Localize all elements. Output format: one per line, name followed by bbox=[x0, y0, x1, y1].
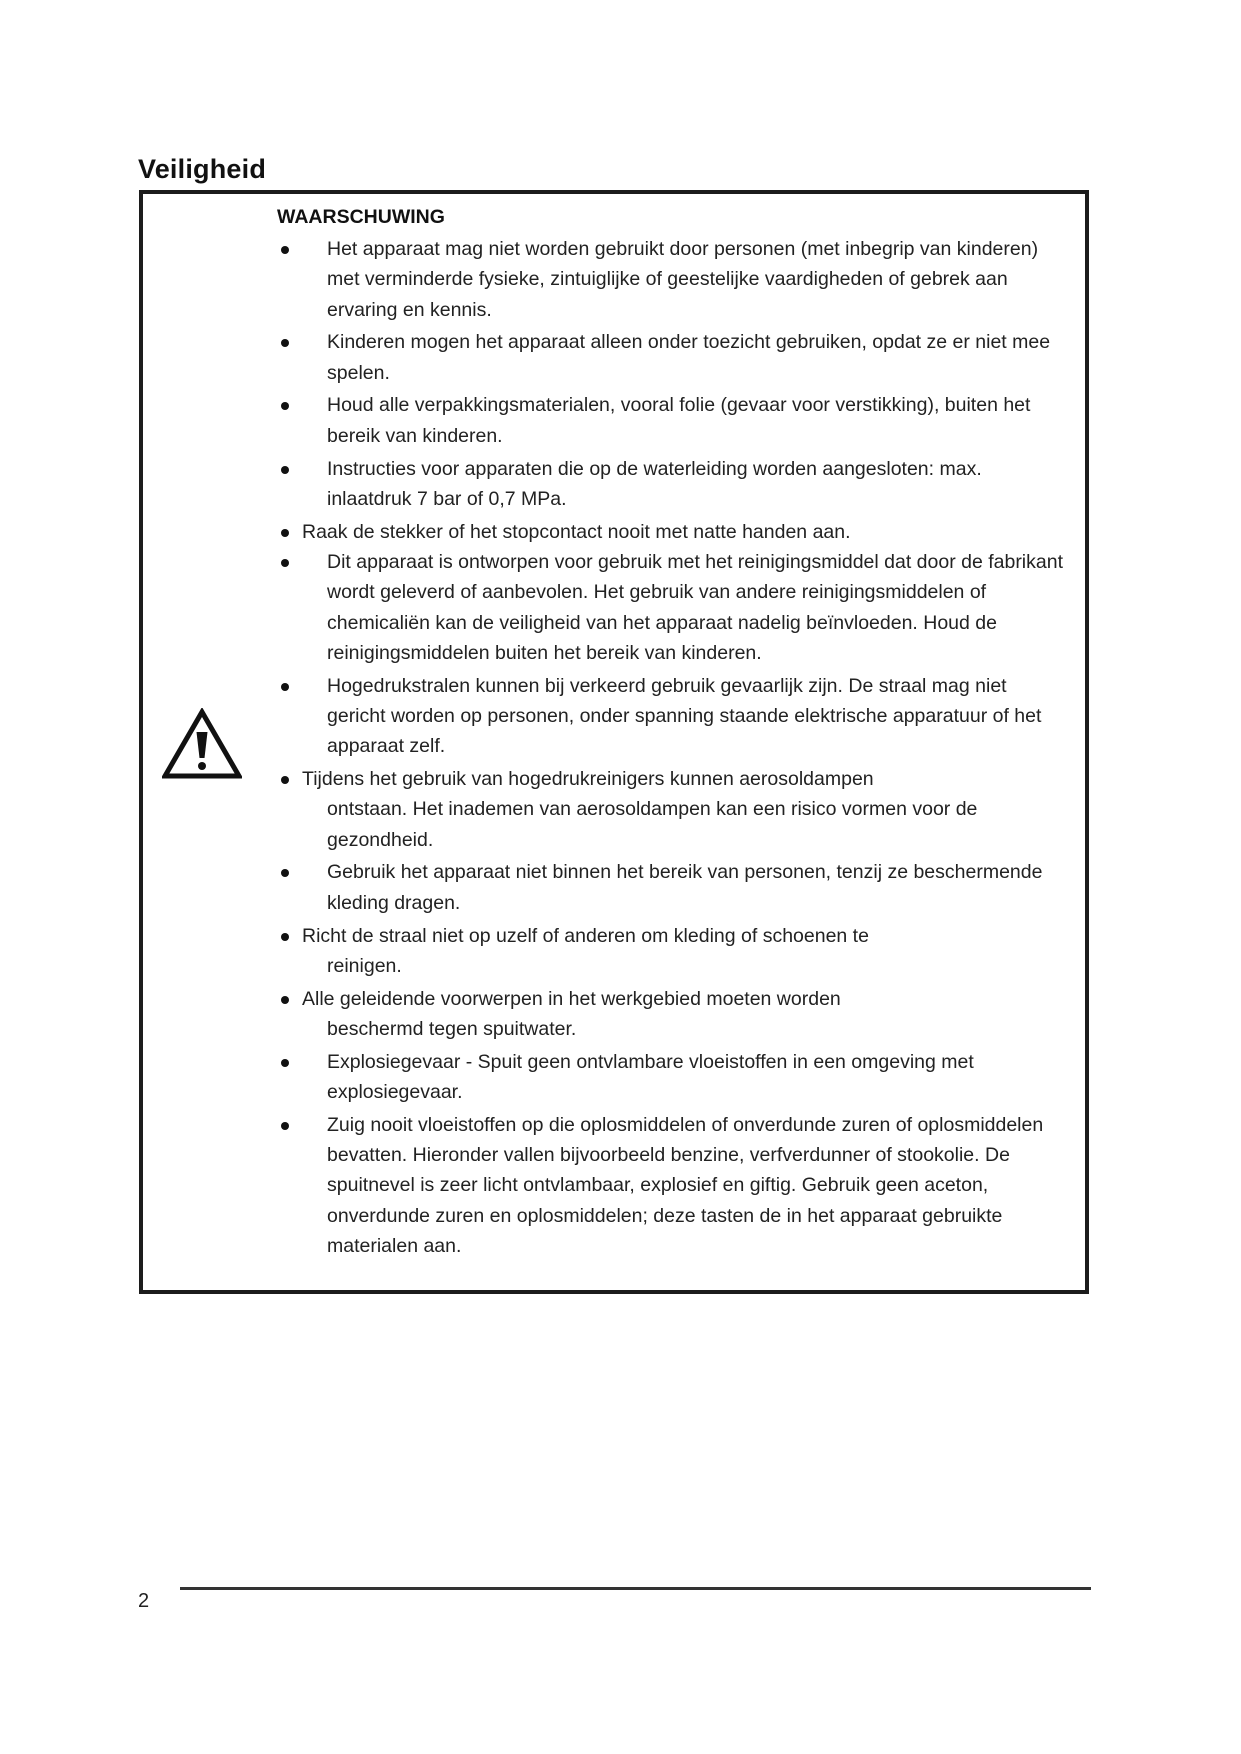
item-text: Explosiegevaar - Spuit geen ontvlambare vloeistoffen in een omgeving met explosiegevaar. bbox=[327, 1050, 974, 1104]
warning-heading: WAARSCHUWING bbox=[277, 206, 445, 228]
item-lead: Raak de stekker of het stopcontact nooit met natte handen aan. bbox=[302, 520, 851, 543]
bullet-icon bbox=[281, 529, 289, 537]
warning-list bbox=[277, 234, 1067, 1261]
list-item bbox=[277, 921, 1067, 982]
page-title: Veiligheid bbox=[138, 154, 267, 184]
bullet-icon bbox=[281, 246, 289, 254]
list-item bbox=[277, 547, 1067, 668]
bullet-icon bbox=[281, 933, 289, 941]
item-lead: Richt de straal niet op uzelf of anderen om kleding of schoenen te bbox=[302, 924, 869, 947]
list-item bbox=[277, 390, 1067, 451]
bullet-icon bbox=[281, 559, 289, 567]
item-lead: Tijdens het gebruik van hogedrukreinigers kunnen aerosoldampen bbox=[302, 768, 874, 791]
list-item bbox=[277, 671, 1067, 762]
list-item bbox=[277, 1047, 1067, 1108]
list-item bbox=[277, 984, 1067, 1045]
bullet-icon bbox=[281, 776, 289, 784]
list-item bbox=[277, 454, 1067, 515]
warning-triangle-icon bbox=[162, 708, 242, 780]
item-text: reinigen. bbox=[327, 954, 402, 977]
item-text: beschermd tegen spuitwater. bbox=[327, 1017, 577, 1040]
bullet-icon bbox=[281, 1122, 289, 1130]
list-item bbox=[277, 857, 1067, 918]
bullet-icon bbox=[281, 466, 289, 474]
item-lead: Alle geleidende voorwerpen in het werkgebied moeten worden bbox=[302, 987, 841, 1010]
list-item bbox=[277, 1110, 1067, 1261]
footer-rule bbox=[180, 1587, 1091, 1590]
item-text: Hogedrukstralen kunnen bij verkeerd gebruik gevaarlijk zijn. De straal mag niet gericht worden op personen, onder spanning staande elektrische apparatuur of het apparaat zelf. bbox=[327, 674, 1042, 758]
item-text: Het apparaat mag niet worden gebruikt door personen (met inbegrip van kinderen) met verminderde fysieke, zintuiglijke of geestelijke vaardigheden of gebrek aan ervaring en kennis. bbox=[327, 238, 1039, 321]
list-item bbox=[277, 764, 1067, 855]
list-item bbox=[277, 517, 1067, 547]
warning-box bbox=[139, 190, 1089, 1294]
item-text: Gebruik het apparaat niet binnen het bereik van personen, tenzij ze beschermende kleding dragen. bbox=[327, 861, 1043, 914]
bullet-icon bbox=[281, 683, 289, 691]
warning-content bbox=[277, 202, 1067, 1264]
item-text: Houd alle verpakkingsmaterialen, vooral folie (gevaar voor verstikking), buiten het bereik van kinderen. bbox=[327, 394, 1031, 447]
bullet-icon bbox=[281, 402, 289, 410]
bullet-icon bbox=[281, 339, 289, 347]
page-number: 2 bbox=[138, 1590, 150, 1612]
list-item bbox=[277, 234, 1067, 325]
bullet-icon bbox=[281, 996, 289, 1004]
item-text: Dit apparaat is ontworpen voor gebruik met het reinigingsmiddel dat door de fabrikant wordt geleverd of aanbevolen. Het gebruik van andere reinigingsmiddelen of chemicaliën kan de veiligheid van het apparaat nadelig beïnvloeden. Houd de reinigingsmiddelen buiten het bereik van kinderen. bbox=[327, 550, 1064, 664]
list-item bbox=[277, 327, 1067, 388]
item-text: Kinderen mogen het apparaat alleen onder toezicht gebruiken, opdat ze er niet mee spelen. bbox=[327, 331, 1051, 384]
item-text: Instructies voor apparaten die op de waterleiding worden aangesloten: max. inlaatdruk 7 bar of 0,7 MPa. bbox=[327, 457, 982, 510]
item-text: ontstaan. Het inademen van aerosoldampen kan een risico vormen voor de gezondheid. bbox=[327, 798, 978, 851]
item-text: Zuig nooit vloeistoffen op die oplosmiddelen of onverdunde zuren of oplosmiddelen bevatten. Hieronder vallen bijvoorbeeld benzine, verfverdunner of stookolie. De spuitnevel is zeer licht ontvlambaar, explosief en giftig. Gebruik geen aceton, onverdunde zuren en oplosmiddelen; deze tasten de in het apparaat gebruikte materialen aan. bbox=[327, 1113, 1044, 1257]
bullet-icon bbox=[281, 1059, 289, 1067]
bullet-icon bbox=[281, 869, 289, 877]
